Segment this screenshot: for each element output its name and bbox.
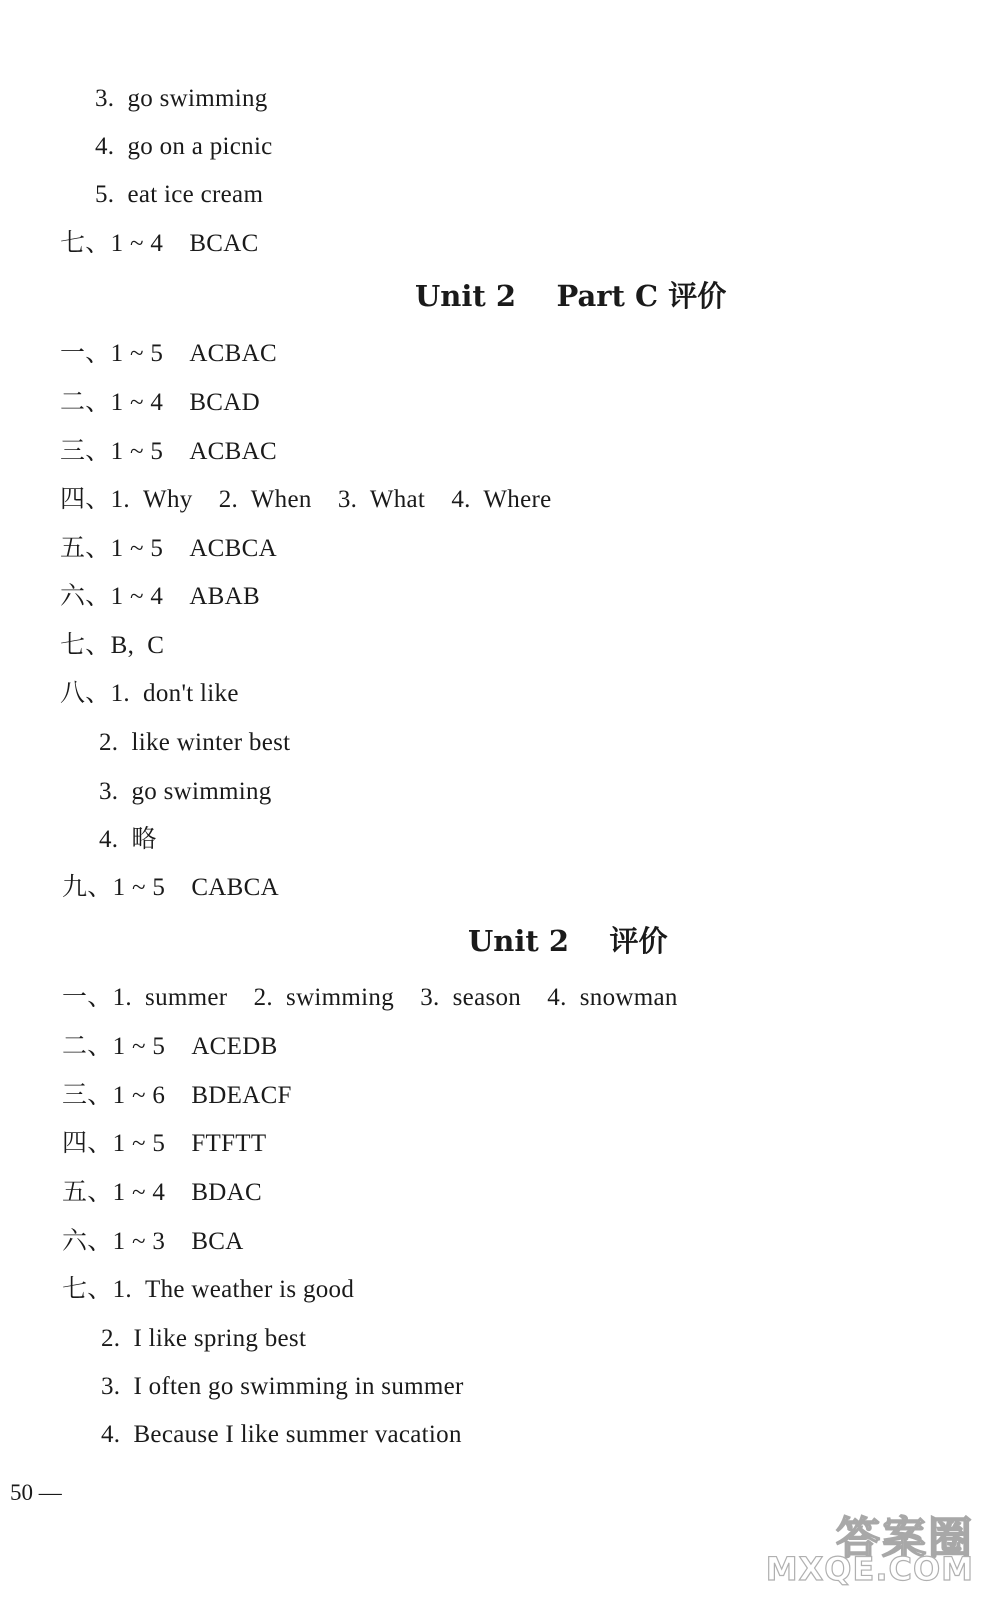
answer-line: 五、1 ~ 5 ACBCA [60, 535, 277, 562]
answer-line: 3. go swimming [95, 85, 268, 112]
answer-line: 五、1 ~ 4 BDAC [62, 1179, 262, 1206]
answer-line: 4. go on a picnic [95, 133, 273, 160]
answer-line: 4. 略 [99, 826, 157, 853]
section-heading: Unit 2 评价 [468, 924, 668, 958]
watermark-domain: MXQE.COM [765, 1550, 974, 1588]
answer-line: 5. eat ice cream [95, 181, 264, 208]
site-watermark [765, 1502, 974, 1588]
answer-line: 八、1. don't like [60, 680, 239, 707]
answer-line: 2. I like spring best [101, 1325, 307, 1352]
section-heading: Unit 2 Part C 评价 [415, 279, 727, 313]
answer-line: 七、B, C [60, 632, 165, 659]
answer-line: 三、1 ~ 6 BDEACF [62, 1082, 292, 1109]
answer-line: 一、1 ~ 5 ACBAC [60, 340, 277, 367]
answer-line: 一、1. summer 2. swimming 3. season 4. snowman [62, 984, 678, 1011]
answer-line: 六、1 ~ 4 ABAB [60, 583, 260, 610]
answer-line: 4. Because I like summer vacation [101, 1421, 462, 1448]
answer-line: 九、1 ~ 5 CABCA [62, 874, 279, 901]
page-number: 50 — [10, 1480, 62, 1505]
answer-line: 六、1 ~ 3 BCA [62, 1228, 244, 1255]
answer-line: 七、1 ~ 4 BCAC [60, 230, 259, 257]
answer-line: 七、1. The weather is good [62, 1276, 355, 1303]
answer-line: 3. go swimming [99, 778, 272, 805]
answer-line: 三、1 ~ 5 ACBAC [60, 438, 277, 465]
answer-line: 二、1 ~ 4 BCAD [60, 389, 260, 416]
answer-line: 3. I often go swimming in summer [101, 1373, 464, 1400]
answer-line: 二、1 ~ 5 ACEDB [62, 1033, 278, 1060]
answer-line: 四、1. Why 2. When 3. What 4. Where [60, 486, 552, 513]
watermark-logo-text: 答案圈 [836, 1513, 974, 1564]
answer-line: 2. like winter best [99, 729, 291, 756]
answer-line: 四、1 ~ 5 FTFTT [62, 1130, 267, 1157]
